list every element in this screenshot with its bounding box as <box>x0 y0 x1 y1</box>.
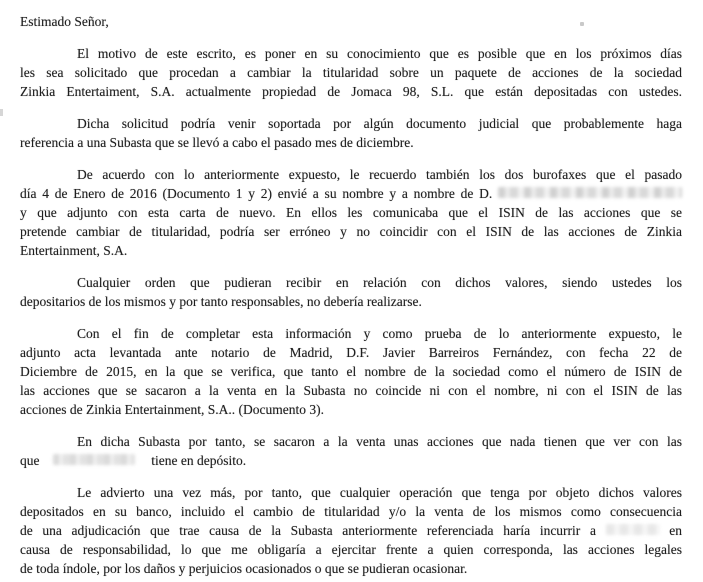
paragraph <box>20 114 682 152</box>
text-segment: en <box>669 523 683 538</box>
text-segment: tiene en depósito. <box>151 453 247 468</box>
text-line <box>20 521 682 540</box>
text-line: Le advierto una vez más, por tanto, que cualquier operación que tenga por objeto dichos valores <box>77 485 682 500</box>
text-line: Cualquier orden que pudieran recibir en relación con dichos valores, siendo ustedes los <box>77 275 682 290</box>
text-line: les sea solicitado que procedan a cambiar la titularidad sobre un paquete de acciones de la sociedad <box>20 65 682 80</box>
redacted-name <box>606 524 660 535</box>
text-line: pretende cambiar de titularidad, podría ser erróneo y no coincidir con el ISIN de las acciones de Zinkia <box>20 224 682 239</box>
text-line: depositarios de los mismos y por tanto responsables, no debería realizarse. <box>20 294 422 309</box>
scan-artifact <box>0 109 3 116</box>
text-segment: día 4 de Enero de 2016 (Documento 1 y 2) envié a su nombre y a nombre de D. <box>20 186 493 201</box>
paragraph <box>20 483 682 578</box>
text-segment: que <box>20 453 40 468</box>
paragraph <box>20 324 682 419</box>
paragraph <box>20 44 682 101</box>
paragraph <box>20 273 682 311</box>
paragraph <box>20 432 682 470</box>
greeting: Estimado Señor, <box>20 14 109 29</box>
text-line: El motivo de este escrito, es poner en su conocimiento que es posible que en los próximos días <box>77 46 682 61</box>
text-line: Zinkia Entertaiment, S.A. actualmente propiedad de Jomaca 98, S.L. que están depositadas con ustedes. <box>20 84 682 99</box>
text-line: las acciones que se sacaron a la venta en la Subasta no coincide ni con el nombre, ni con el ISIN de las <box>20 383 682 398</box>
text-line <box>20 184 682 203</box>
text-line: acciones de Zinkia Entertainment, S.A.. (Documento 3). <box>20 402 325 417</box>
text-line: Entertainment, S.A. <box>20 243 128 258</box>
text-line: Dicha solicitud podría venir soportada por algún documento judicial que probablemente haga <box>77 116 682 131</box>
text-line: Diciembre de 2015, en la que se verifica, que tanto el nombre de la sociedad como el número de ISIN de <box>20 364 682 379</box>
text-line: En dicha Subasta por tanto, se sacaron a la venta unas acciones que nada tienen que ver con las <box>77 434 682 449</box>
scan-artifact <box>580 22 584 26</box>
text-line: De acuerdo con lo anteriormente expuesto, le recuerdo también los dos burofaxes que el pasado <box>77 167 682 182</box>
text-line: referencia a una Subasta que se llevó a cabo el pasado mes de diciembre. <box>20 135 414 150</box>
text-line: causa de responsabilidad, lo que me obligaría a ejercitar frente a quien corresponda, las acciones legales <box>20 542 682 557</box>
text-line: Con el fin de completar esta información y como prueba de lo anteriormente expuesto, le <box>77 326 682 341</box>
text-segment: de una adjudicación que trae causa de la Subasta anteriormente referenciada haría incurrir a <box>20 523 596 538</box>
paragraph <box>20 165 682 260</box>
text-line: adjunto acta levantada ante notario de Madrid, D.F. Javier Barreiros Fernández, con fecha 22 de <box>20 345 682 360</box>
text-line: y que adjunto con esta carta de nuevo. En ellos les comunicaba que el ISIN de las acciones que se <box>20 205 682 220</box>
text-line: depositados en su banco, incluido el cambio de titularidad y/o la venta de los mismos como consecuencia <box>20 504 682 519</box>
text-line: de toda índole, por los daños y perjuicios ocasionados o que se pudieran ocasionar. <box>20 561 468 576</box>
redacted-name <box>498 187 682 198</box>
redacted-name <box>53 454 135 465</box>
text-line <box>20 451 682 470</box>
